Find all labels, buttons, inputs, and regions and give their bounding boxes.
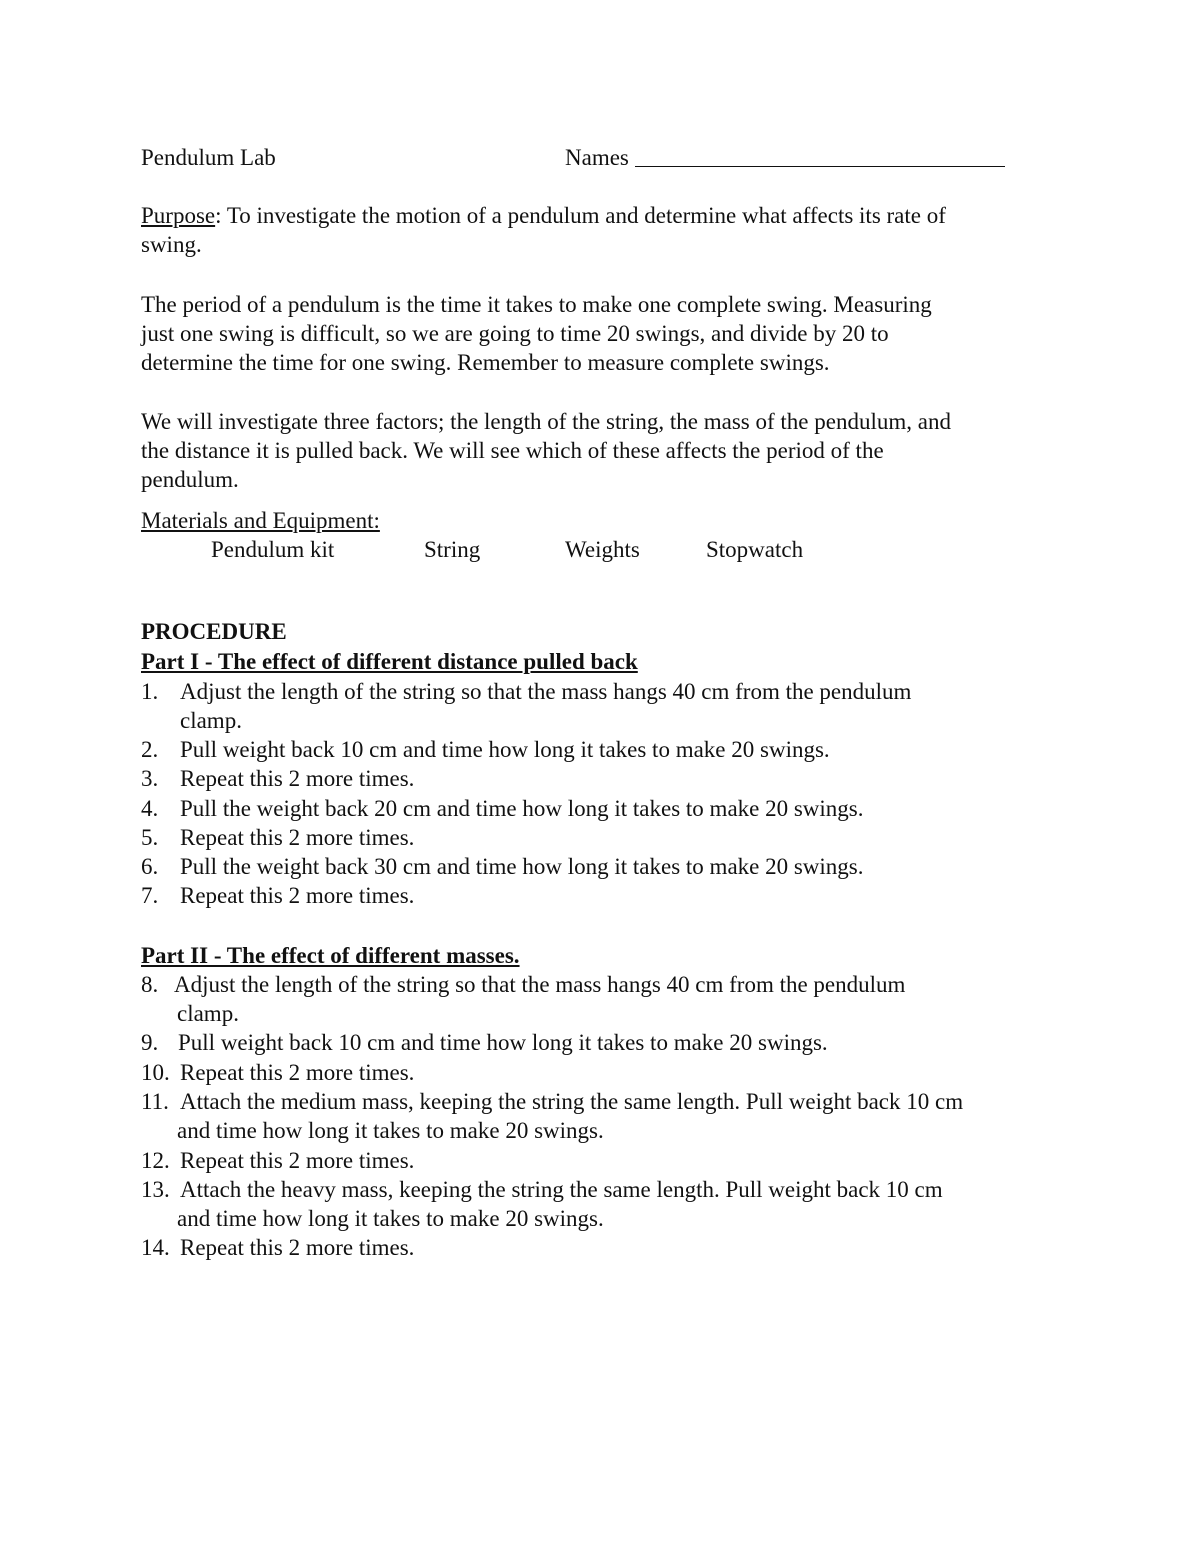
step-text: Pull the weight back 20 cm and time how long it takes to make 20 swings. (180, 796, 864, 821)
procedure-step (141, 1028, 828, 1057)
paragraph-line: determine the time for one swing. Remember to measure complete swings. (141, 350, 830, 375)
procedure-step (141, 764, 414, 793)
step-text: Repeat this 2 more times. (180, 1060, 415, 1085)
step-text: Adjust the length of the string so that the mass hangs 40 cm from the pendulum (180, 679, 912, 704)
step-text: Attach the medium mass, keeping the string the same length. Pull weight back 10 cm (180, 1089, 964, 1114)
step-number: 11. (141, 1089, 169, 1114)
names-label: Names (565, 145, 629, 170)
purpose-text: : To investigate the motion of a pendulum and determine what affects its rate of (215, 203, 946, 228)
procedure-step (141, 881, 414, 910)
step-text: Repeat this 2 more times. (180, 883, 415, 908)
step-number: 1. (141, 679, 159, 704)
paragraph-line: the distance it is pulled back. We will see which of these affects the period of the (141, 438, 884, 463)
step-number: 8. (141, 972, 159, 997)
step-text-continued: and time how long it takes to make 20 swings. (177, 1118, 604, 1143)
step-text: Pull the weight back 30 cm and time how long it takes to make 20 swings. (180, 854, 864, 879)
materials-heading: Materials and Equipment: (141, 508, 380, 533)
step-number: 13. (141, 1177, 170, 1202)
step-number: 4. (141, 796, 159, 821)
step-number: 7. (141, 883, 159, 908)
step-text-continued: clamp. (177, 1001, 239, 1026)
step-number: 6. (141, 854, 159, 879)
procedure-step (141, 970, 905, 999)
procedure-heading: PROCEDURE (141, 619, 287, 644)
step-number: 9. (141, 1030, 159, 1055)
paragraph-line: We will investigate three factors; the length of the string, the mass of the pendulum, and (141, 409, 951, 434)
materials-item: Stopwatch (706, 537, 804, 562)
procedure-step (141, 794, 864, 823)
materials-item: String (424, 537, 481, 562)
step-number: 14. (141, 1235, 170, 1260)
step-number: 2. (141, 737, 159, 762)
procedure-step (141, 677, 911, 706)
procedure-step (141, 735, 830, 764)
purpose-line-1 (141, 201, 946, 230)
procedure-step (141, 1175, 943, 1204)
step-text: Repeat this 2 more times. (180, 825, 415, 850)
part2-heading: Part II - The effect of different masses. (141, 943, 520, 968)
step-number: 10. (141, 1060, 170, 1085)
names-blank-line (635, 144, 1005, 167)
names-field (565, 143, 1005, 172)
step-text: Repeat this 2 more times. (180, 766, 415, 791)
step-number: 12. (141, 1148, 170, 1173)
procedure-step (141, 1058, 414, 1087)
document-title: Pendulum Lab (141, 145, 276, 170)
step-text-continued: and time how long it takes to make 20 swings. (177, 1206, 604, 1231)
paragraph-line: The period of a pendulum is the time it takes to make one complete swing. Measuring (141, 292, 932, 317)
part1-heading: Part I - The effect of different distance pulled back (141, 649, 638, 674)
paragraph-line: just one swing is difficult, so we are going to time 20 swings, and divide by 20 to (141, 321, 889, 346)
materials-item: Weights (565, 537, 640, 562)
step-text: Repeat this 2 more times. (180, 1148, 415, 1173)
procedure-step (141, 1146, 414, 1175)
step-text: Repeat this 2 more times. (180, 1235, 415, 1260)
step-text-continued: clamp. (180, 708, 242, 733)
procedure-step (141, 1233, 414, 1262)
purpose-label: Purpose (141, 203, 216, 228)
step-text: Pull weight back 10 cm and time how long it takes to make 20 swings. (178, 1030, 828, 1055)
step-text: Adjust the length of the string so that the mass hangs 40 cm from the pendulum (174, 972, 906, 997)
step-text: Attach the heavy mass, keeping the string the same length. Pull weight back 10 cm (180, 1177, 943, 1202)
purpose-line-2: swing. (141, 232, 202, 257)
procedure-step (141, 823, 414, 852)
step-text: Pull weight back 10 cm and time how long it takes to make 20 swings. (180, 737, 830, 762)
step-number: 3. (141, 766, 159, 791)
materials-item: Pendulum kit (211, 537, 335, 562)
paragraph-line: pendulum. (141, 467, 239, 492)
step-number: 5. (141, 825, 159, 850)
procedure-step (141, 1087, 963, 1116)
procedure-step (141, 852, 864, 881)
